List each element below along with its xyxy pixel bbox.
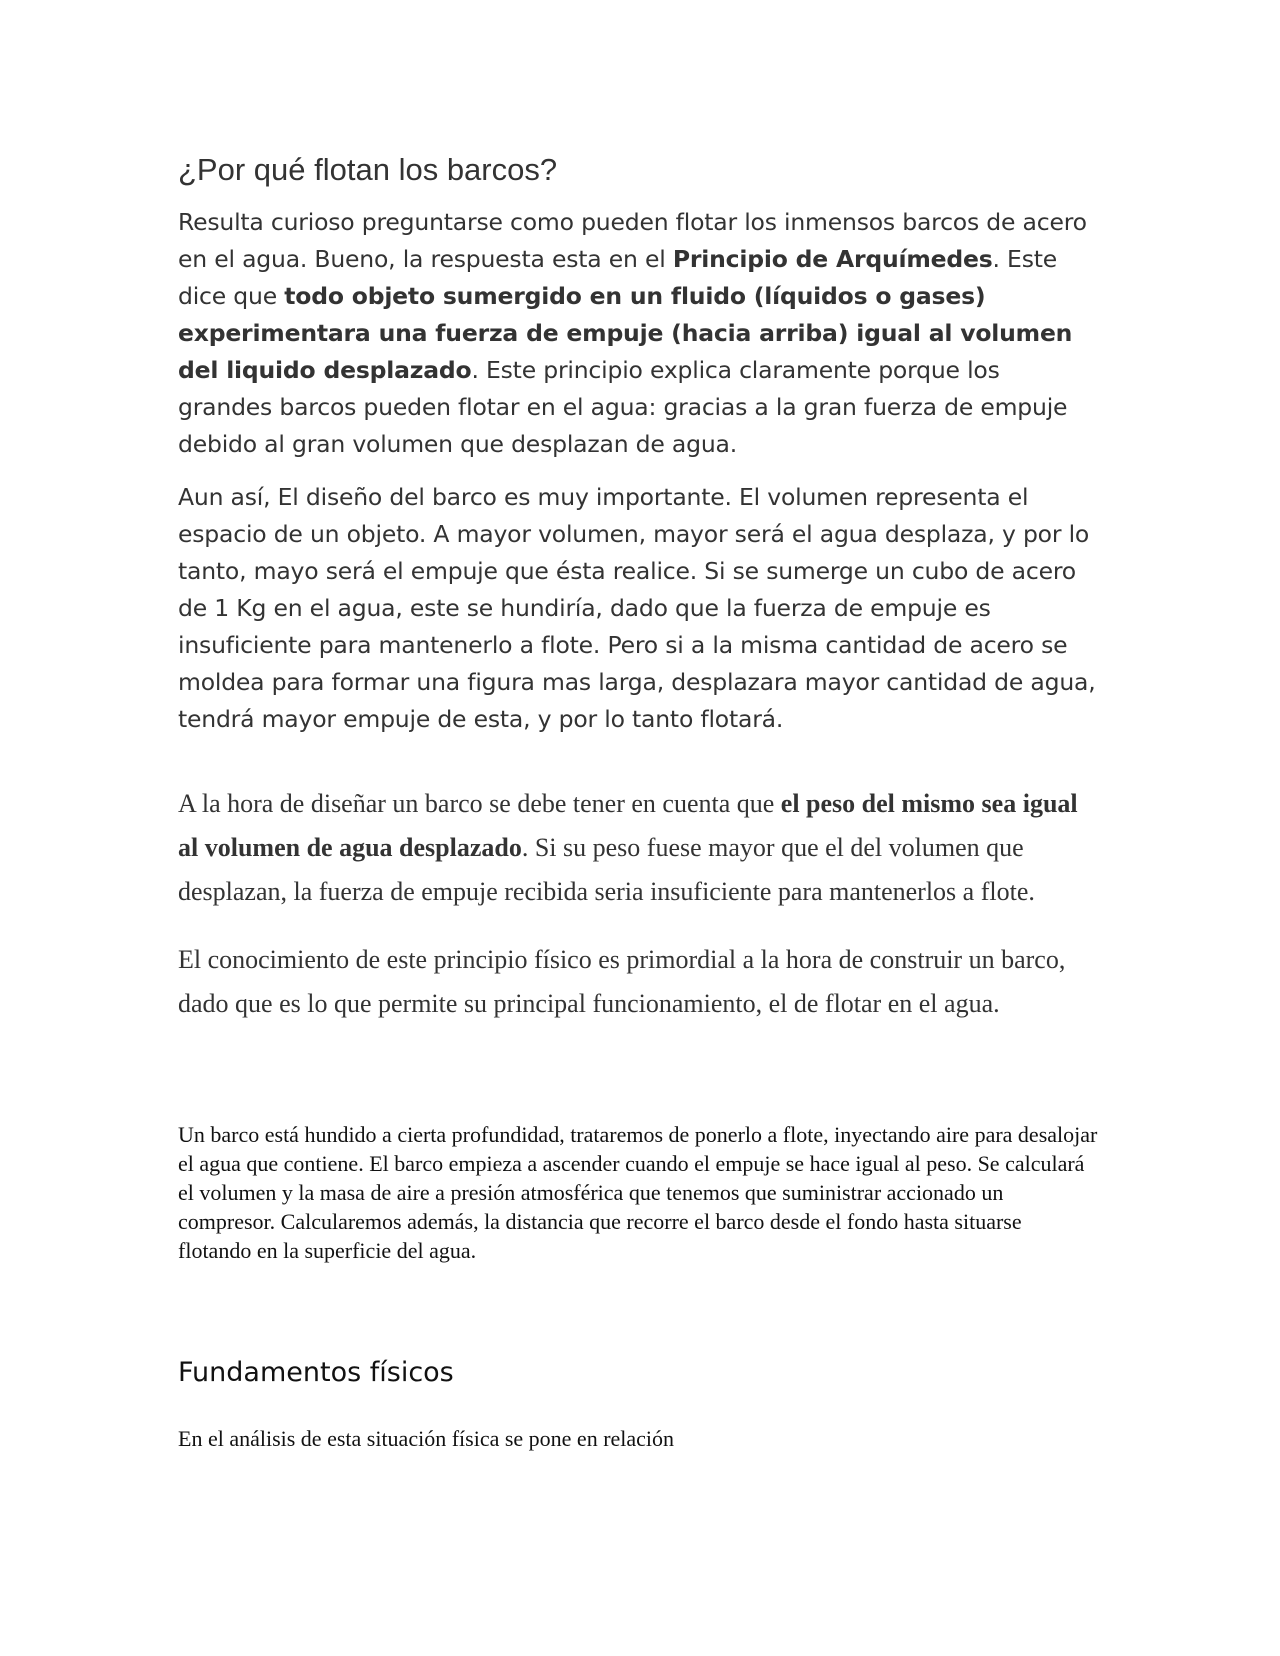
bold-principle-name: Principio de Arquímedes xyxy=(672,245,993,274)
paragraph-sunken-ship: Un barco está hundido a cierta profundidad, trataremos de ponerlo a flote, inyectando aire para desalojar el agua que contiene. El barco empieza a ascender cuando el empuje se hace igual al peso. Se calculará el volumen y la masa de aire a presión atmosférica que tenemos que suministrar accionado un compresor. Calcularemos además, la distancia que recorre el barco desde el fondo hasta situarse flotando en la superficie del agua. xyxy=(178,1122,1098,1264)
paragraph-weight xyxy=(178,782,1098,914)
paragraph-text: A la hora de diseñar un barco se debe tener en cuenta que xyxy=(178,789,781,819)
paragraph-text: Resulta curioso preguntarse como pueden flotar los inmensos barcos de acero en el agua. Bueno, la respuesta esta en el xyxy=(178,208,1087,274)
paragraph-design: Aun así, El diseño del barco es muy importante. El volumen representa el espacio de un objeto. A mayor volumen, mayor será el agua desplaza, y por lo tanto, mayo será el empuje que ésta realice. Si se sumerge un cubo de acero de 1 Kg en el agua, este se hundiría, dado que la fuerza de empuje es insuficiente para mantenerlo a flote. Pero si a la misma cantidad de acero se moldea para formar una figura mas larga, desplazara mayor cantidad de agua, tendrá mayor empuje de esta, y por lo tanto flotará. xyxy=(178,483,1096,734)
paragraph-text: . Este dice que xyxy=(178,245,1058,311)
paragraph-text: . Este principio explica claramente porque los grandes barcos pueden flotar en el agua: gracias a la gran fuerza de empuje debido al gran volumen que desplazan de agua. xyxy=(178,356,1068,459)
paragraph-knowledge: El conocimiento de este principio físico es primordial a la hora de construir un barco, dado que es lo que permite su principal funcionamiento, el de flotar en el agua. xyxy=(178,945,1066,1019)
paragraph-archimedes xyxy=(178,204,1098,463)
paragraph-analysis: En el análisis de esta situación física se pone en relación xyxy=(178,1426,675,1452)
page-title: ¿Por qué flotan los barcos? xyxy=(178,152,558,187)
document-body xyxy=(178,150,1098,1453)
bold-principle-statement: todo objeto sumergido en un fluido (líquidos o gases) experimentara una fuerza de empuje (hacia arriba) igual al volumen del liquido desplazado xyxy=(178,282,1073,385)
bold-weight-rule: el peso del mismo sea igual al volumen de agua desplazado xyxy=(178,789,1078,863)
section-heading-fundamentos: Fundamentos físicos xyxy=(178,1357,454,1389)
paragraph-text: . Si su peso fuese mayor que el del volumen que desplazan, la fuerza de empuje recibida seria insuficiente para mantenerlos a flote. xyxy=(178,833,1035,907)
